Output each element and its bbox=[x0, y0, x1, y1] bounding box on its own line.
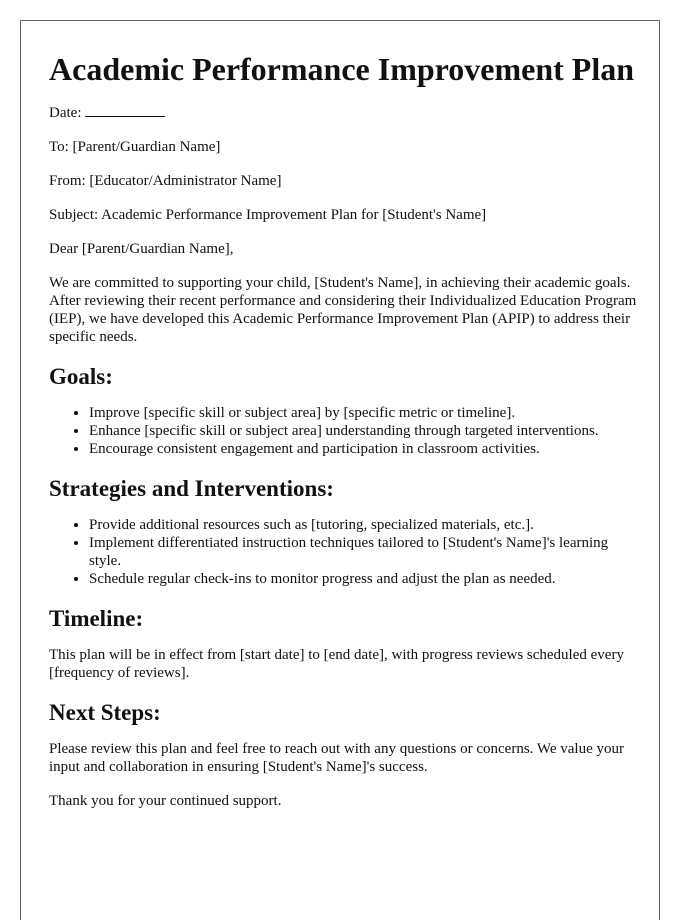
next-steps-paragraph: Please review this plan and feel free to reach out with any questions or concerns. We value your input and collaboration in ensuring [Student's Name]'s success. bbox=[49, 741, 624, 775]
goals-heading: Goals: bbox=[49, 364, 113, 389]
goals-item: • Encourage consistent engagement and participation in classroom activities. bbox=[89, 440, 639, 458]
timeline-heading: Timeline: bbox=[49, 606, 144, 631]
strategies-list bbox=[49, 516, 639, 588]
next-steps-heading: Next Steps: bbox=[49, 700, 161, 725]
date-blank bbox=[85, 102, 165, 117]
intro-paragraph: We are committed to supporting your child, [Student's Name], in achieving their academic goals. After reviewing their recent performance and considering their Individualized Education Program (IEP), we have developed this Academic Performance Improvement Plan (APIP) to address their specific needs. bbox=[49, 275, 637, 345]
goals-item: • Enhance [specific skill or subject area] understanding through targeted interventions. bbox=[89, 422, 639, 440]
strategies-item: • Provide additional resources such as [tutoring, specialized materials, etc.]. bbox=[89, 516, 639, 534]
goals-list bbox=[49, 404, 639, 458]
strategies-item: • Implement differentiated instruction techniques tailored to [Student's Name]'s learning style. bbox=[89, 534, 639, 570]
document-title: Academic Performance Improvement Plan bbox=[49, 51, 635, 87]
date-line bbox=[49, 102, 639, 122]
date-label: Date: bbox=[49, 105, 82, 121]
salutation: Dear [Parent/Guardian Name], bbox=[49, 241, 234, 257]
subject-line: Subject: Academic Performance Improvement Plan for [Student's Name] bbox=[49, 207, 487, 223]
from-line: From: [Educator/Administrator Name] bbox=[49, 173, 282, 189]
to-line: To: [Parent/Guardian Name] bbox=[49, 139, 221, 155]
closing-line: Thank you for your continued support. bbox=[49, 793, 282, 809]
timeline-paragraph: This plan will be in effect from [start date] to [end date], with progress reviews scheduled every [frequency of reviews]. bbox=[49, 647, 624, 681]
strategies-heading: Strategies and Interventions: bbox=[49, 476, 334, 501]
document-page bbox=[20, 20, 660, 920]
document-content bbox=[49, 51, 639, 826]
strategies-item: • Schedule regular check-ins to monitor progress and adjust the plan as needed. bbox=[89, 570, 639, 588]
goals-item: • Improve [specific skill or subject area] by [specific metric or timeline]. bbox=[89, 404, 639, 422]
